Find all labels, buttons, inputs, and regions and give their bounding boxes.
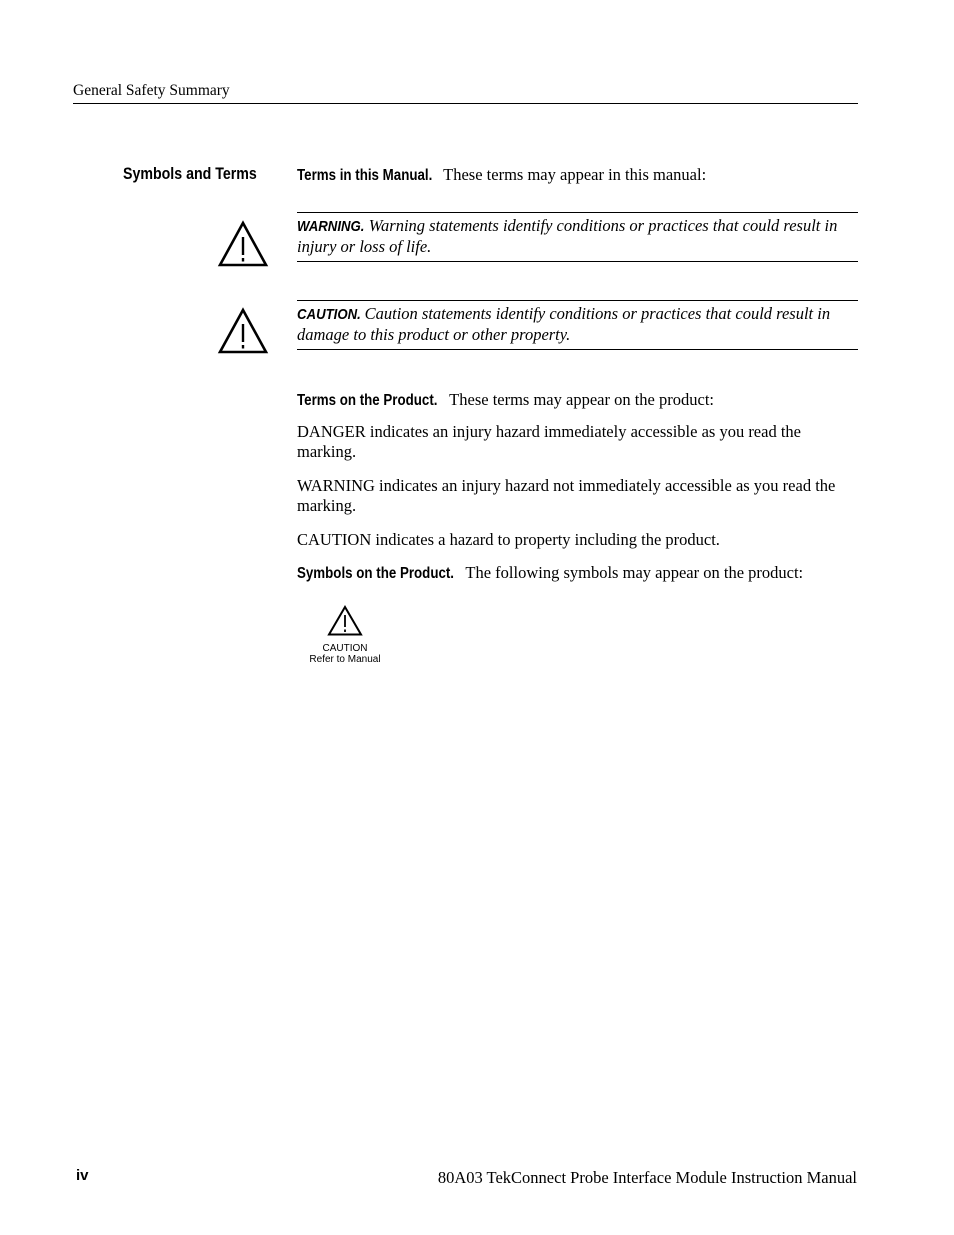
warning-triangle-icon bbox=[327, 605, 363, 637]
section-heading: Symbols and Terms bbox=[123, 165, 257, 183]
caution-top-rule bbox=[297, 300, 858, 301]
caution-definition: CAUTION indicates a hazard to property including the product. bbox=[297, 530, 720, 549]
header-rule bbox=[73, 103, 858, 104]
symbol-caption-refer: Refer to Manual bbox=[309, 654, 381, 665]
terms-in-manual-paragraph bbox=[297, 165, 706, 186]
symbol-caption-caution: CAUTION bbox=[322, 643, 368, 654]
caution-bottom-rule bbox=[297, 349, 858, 350]
caution-symbol bbox=[304, 605, 386, 665]
caution-text: Caution statements identify conditions or practices that could result in damage to this product or other property. bbox=[297, 304, 831, 344]
warning-notice bbox=[297, 216, 862, 257]
terms-on-product-paragraph bbox=[297, 390, 714, 411]
symbols-on-product-run-in: Symbols on the Product. bbox=[297, 565, 455, 582]
warning-triangle-icon bbox=[217, 307, 269, 357]
warning-top-rule bbox=[297, 212, 858, 213]
terms-on-product-text: These terms may appear on the product: bbox=[445, 390, 714, 409]
symbols-on-product-paragraph bbox=[297, 563, 803, 584]
running-header: General Safety Summary bbox=[73, 82, 230, 99]
page-number: iv bbox=[76, 1167, 89, 1184]
terms-on-product-run-in: Terms on the Product. bbox=[297, 392, 438, 409]
warning-definition: WARNING indicates an injury hazard not immediately accessible as you read the marking. bbox=[297, 476, 836, 515]
warning-triangle-icon bbox=[217, 220, 269, 270]
terms-in-manual-text: These terms may appear in this manual: bbox=[439, 165, 707, 184]
manual-title: 80A03 TekConnect Probe Interface Module Instruction Manual bbox=[437, 1168, 857, 1187]
terms-in-manual-run-in: Terms in this Manual. bbox=[297, 167, 433, 184]
warning-label: WARNING. bbox=[297, 218, 365, 235]
warning-text: Warning statements identify conditions or practices that could result in injury or loss of life. bbox=[297, 216, 838, 256]
caution-label: CAUTION. bbox=[297, 306, 361, 323]
symbols-on-product-text: The following symbols may appear on the product: bbox=[461, 563, 804, 582]
caution-notice bbox=[297, 304, 862, 345]
warning-bottom-rule bbox=[297, 261, 858, 262]
danger-definition: DANGER indicates an injury hazard immediately accessible as you read the marking. bbox=[297, 422, 801, 461]
